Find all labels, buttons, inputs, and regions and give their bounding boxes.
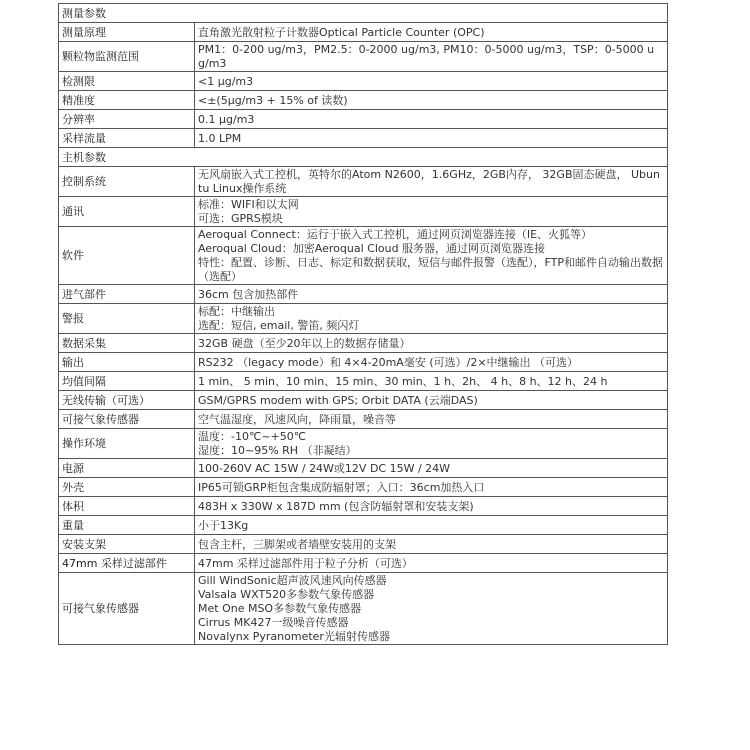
spec-label: 体积 — [59, 497, 195, 516]
spec-value-line: 空气温湿度，风速风向，降雨量，噪音等 — [198, 412, 396, 426]
spec-row — [59, 110, 668, 129]
spec-value-line: 小于13Kg — [198, 518, 249, 532]
spec-value-cell — [195, 72, 668, 91]
spec-value-cell — [195, 516, 668, 535]
spec-value-line: 1.0 LPM — [198, 131, 242, 145]
spec-label: 电源 — [59, 459, 195, 478]
spec-row — [59, 516, 668, 535]
spec-value-line: IP65可锁GRP柜包含集成防辐射罩；入口：36cm加热入口 — [198, 480, 485, 494]
spec-row — [59, 497, 668, 516]
spec-row — [59, 391, 668, 410]
spec-value-cell — [195, 554, 668, 573]
spec-value-line: <±(5μg/m3 + 15% of 读数) — [198, 93, 348, 107]
spec-value-line: 可选：GPRS模块 — [198, 212, 283, 225]
spec-value-line: 100-260V AC 15W / 24W或12V DC 15W / 24W — [198, 461, 451, 475]
spec-value-line: 0.1 μg/m3 — [198, 112, 255, 126]
spec-value-cell — [195, 227, 668, 285]
spec-label: 外壳 — [59, 478, 195, 497]
spec-value-cell — [195, 353, 668, 372]
spec-value-cell — [195, 110, 668, 129]
spec-value-line: 483H x 330W x 187D mm (包含防辐射罩和安装支架) — [198, 499, 474, 513]
spec-value-cell — [195, 197, 668, 227]
spec-value-cell — [195, 42, 668, 72]
spec-row — [59, 554, 668, 573]
spec-value-line: Aeroqual Connect：运行于嵌入式工控机，通过网页浏览器连接（IE、火狐等） — [198, 228, 593, 241]
spec-label: 控制系统 — [59, 167, 195, 197]
spec-value-line: Gill WindSonic超声波风速风向传感器 — [198, 574, 387, 587]
spec-value-cell — [195, 372, 668, 391]
spec-label: 输出 — [59, 353, 195, 372]
spec-label: 进气部件 — [59, 285, 195, 304]
spec-value-line: 32GB 硬盘（至少20年以上的数据存储量） — [198, 336, 411, 350]
spec-row — [59, 334, 668, 353]
spec-table-body — [59, 4, 668, 645]
spec-label: 47mm 采样过滤部件 — [59, 554, 195, 573]
spec-value-cell — [195, 23, 668, 42]
spec-value-line: 温度：-10℃~+50℃ — [198, 430, 307, 443]
spec-value-line: 直角激光散射粒子计数器Optical Particle Counter (OPC) — [198, 25, 485, 39]
spec-row — [59, 410, 668, 429]
spec-value-line: PM1：0-200 ug/m3，PM2.5：0-2000 ug/m3, PM10：0-5000 ug/m3，TSP：0-5000 ug/m3 — [198, 43, 655, 70]
spec-label: 重量 — [59, 516, 195, 535]
spec-row — [59, 535, 668, 554]
spec-row — [59, 459, 668, 478]
spec-value-cell — [195, 478, 668, 497]
spec-value-cell — [195, 167, 668, 197]
spec-value-cell — [195, 410, 668, 429]
spec-table — [58, 3, 668, 645]
spec-value-line: 47mm 采样过滤部件用于粒子分析（可选） — [198, 556, 413, 570]
spec-label: 操作环境 — [59, 429, 195, 459]
spec-label: 通讯 — [59, 197, 195, 227]
spec-row — [59, 129, 668, 148]
spec-row — [59, 573, 668, 645]
spec-value-line: GSM/GPRS modem with GPS; Orbit DATA (云端DAS) — [198, 393, 478, 407]
spec-value-line: 1 min、 5 min、10 min、15 min、30 min、1 h、2h、 4 h、8 h、12 h、24 h — [198, 374, 608, 388]
section-title: 测量参数 — [59, 4, 668, 23]
spec-value-cell — [195, 285, 668, 304]
spec-row — [59, 285, 668, 304]
spec-value-cell — [195, 129, 668, 148]
section-header-row — [59, 148, 668, 167]
spec-value-cell — [195, 459, 668, 478]
spec-label: 分辨率 — [59, 110, 195, 129]
spec-value-cell — [195, 535, 668, 554]
spec-label: 安装支架 — [59, 535, 195, 554]
spec-label: 可接气象传感器 — [59, 573, 195, 645]
spec-label: 均值间隔 — [59, 372, 195, 391]
spec-value-line: Cirrus MK427一级噪音传感器 — [198, 616, 349, 629]
spec-value-cell — [195, 429, 668, 459]
spec-row — [59, 478, 668, 497]
spec-value-line: Novalynx Pyranometer光辐射传感器 — [198, 630, 390, 643]
spec-value-line: 标配：中继输出 — [198, 305, 275, 318]
spec-label: 无线传输（可选） — [59, 391, 195, 410]
spec-label: 数据采集 — [59, 334, 195, 353]
spec-value-line: Aeroqual Cloud：加密Aeroqual Cloud 服务器，通过网页浏览器连接 — [198, 242, 546, 255]
spec-row — [59, 72, 668, 91]
spec-value-line: 特性：配置、诊断、日志、标定和数据获取，短信与邮件报警（选配），FTP和邮件自动输出数据（选配） — [198, 256, 663, 283]
spec-value-cell — [195, 497, 668, 516]
spec-label: 精准度 — [59, 91, 195, 110]
spec-label: 软件 — [59, 227, 195, 285]
spec-row — [59, 91, 668, 110]
spec-row — [59, 23, 668, 42]
spec-row — [59, 167, 668, 197]
spec-value-line: 选配：短信, email, 警笛, 频闪灯 — [198, 319, 360, 332]
spec-value-line: RS232 （legacy mode）和 4×4-20mA毫安 (可选）/2×中继输出 （可选） — [198, 355, 579, 369]
spec-value-cell — [195, 91, 668, 110]
spec-value-line: 无风扇嵌入式工控机，英特尔的Atom N2600，1.6GHz，2GB内存， 32GB固态硬盘， Ubuntu Linux操作系统 — [198, 168, 660, 195]
spec-label: 颗粒物监测范围 — [59, 42, 195, 72]
spec-row — [59, 304, 668, 334]
spec-value-line: 湿度：10~95% RH （非凝结） — [198, 444, 357, 457]
spec-value-line: Valsala WXT520多参数气象传感器 — [198, 588, 375, 601]
spec-value-cell — [195, 334, 668, 353]
spec-value-line: 36cm 包含加热部件 — [198, 287, 299, 301]
spec-label: 检测限 — [59, 72, 195, 91]
spec-row — [59, 42, 668, 72]
spec-row — [59, 372, 668, 391]
spec-value-line: Met One MSO多参数气象传感器 — [198, 602, 362, 615]
spec-row — [59, 429, 668, 459]
spec-row — [59, 197, 668, 227]
spec-row — [59, 353, 668, 372]
section-header-row — [59, 4, 668, 23]
spec-value-line: 包含主杆，三脚架或者墙壁安装用的支架 — [198, 537, 396, 551]
spec-label: 测量原理 — [59, 23, 195, 42]
spec-row — [59, 227, 668, 285]
spec-value-cell — [195, 391, 668, 410]
section-title: 主机参数 — [59, 148, 668, 167]
spec-label: 警报 — [59, 304, 195, 334]
spec-value-cell — [195, 304, 668, 334]
spec-value-cell — [195, 573, 668, 645]
spec-value-line: 标准：WIFI和以太网 — [198, 198, 299, 211]
spec-label: 采样流量 — [59, 129, 195, 148]
spec-label: 可接气象传感器 — [59, 410, 195, 429]
spec-value-line: <1 μg/m3 — [198, 74, 254, 88]
